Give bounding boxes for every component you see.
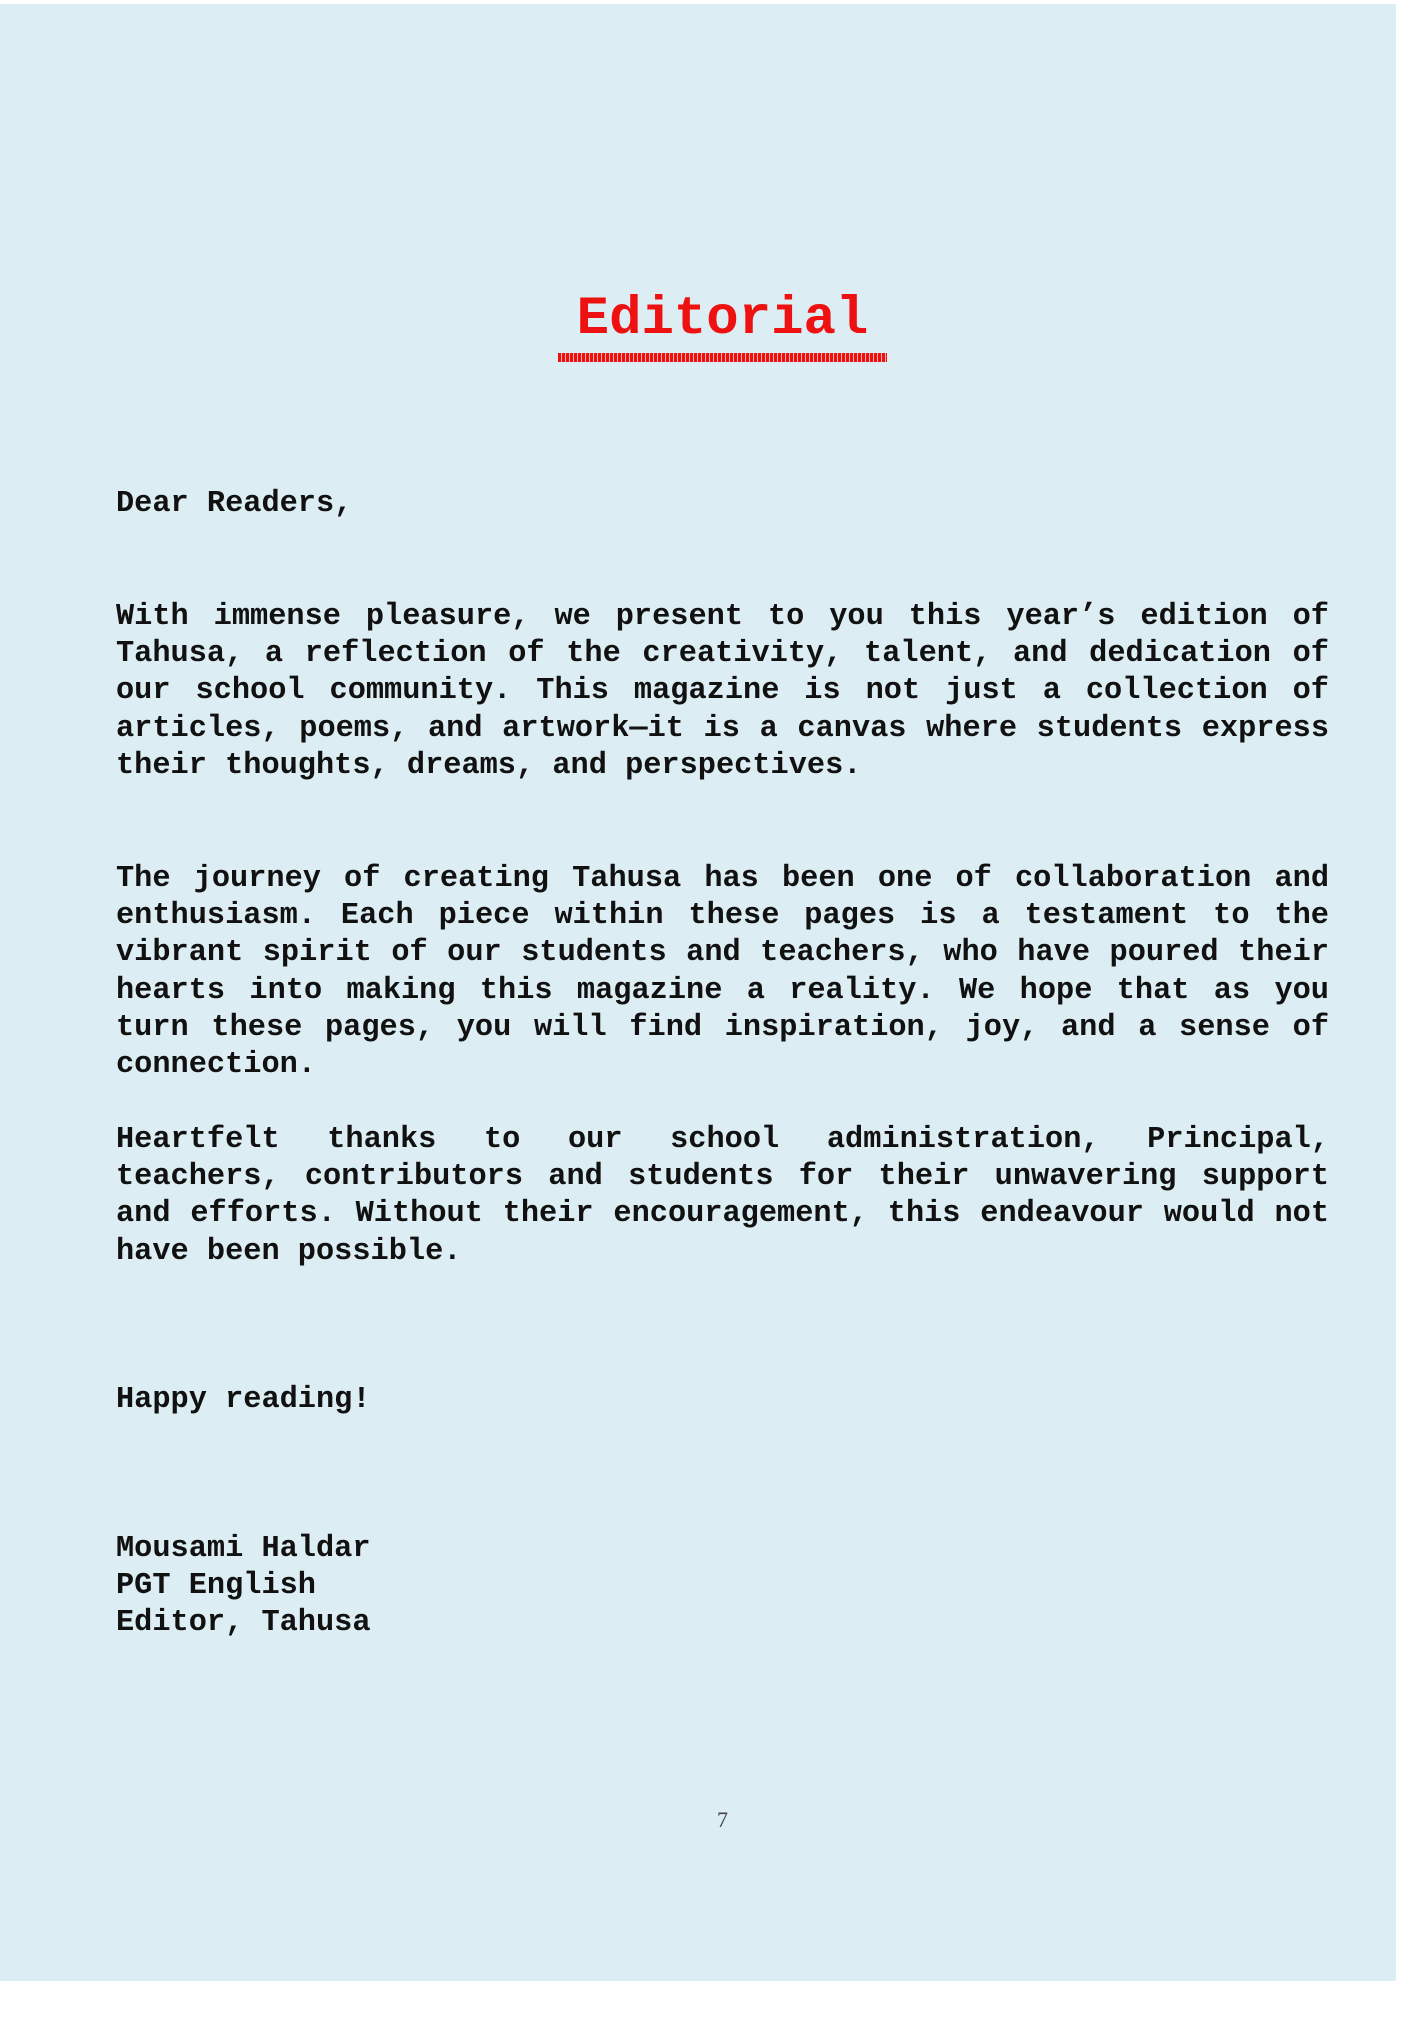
page-title: Editorial [576,289,869,350]
paragraph-3: Heartfelt thanks to our school administration, Principal, teachers, contributors and students for their unwavering support and efforts. Without their encouragement, this endeavour would not have been possible. [116,1123,1329,1269]
closing-line: Happy reading! [116,1383,371,1417]
magazine-page [0,4,1396,1981]
paragraph-1: With immense pleasure, we present to you this year’s edition of Tahusa, a reflection of the creativity, talent, and dedication of our school community. This magazine is not just a collection of articles, poems, and artwork—it is a canvas where students express their thoughts, dreams, and perspectives. [116,600,1329,783]
signature-role: Editor, Tahusa [116,1606,371,1641]
signature-name: Mousami Haldar [116,1532,371,1566]
page-number: 7 [717,1807,728,1832]
title-underline [558,353,887,362]
signature-block [116,1531,371,1643]
signature-position: PGT English [116,1569,316,1604]
greeting: Dear Readers, [116,487,353,521]
paragraph-2: The journey of creating Tahusa has been one of collaboration and enthusiasm. Each piece within these pages is a testament to the vibrant spirit of our students and teachers, who have poured their hearts into making this magazine a reality. We hope that as you turn these pages, you will find inspiration, joy, and a sense of connection. [116,862,1329,1083]
